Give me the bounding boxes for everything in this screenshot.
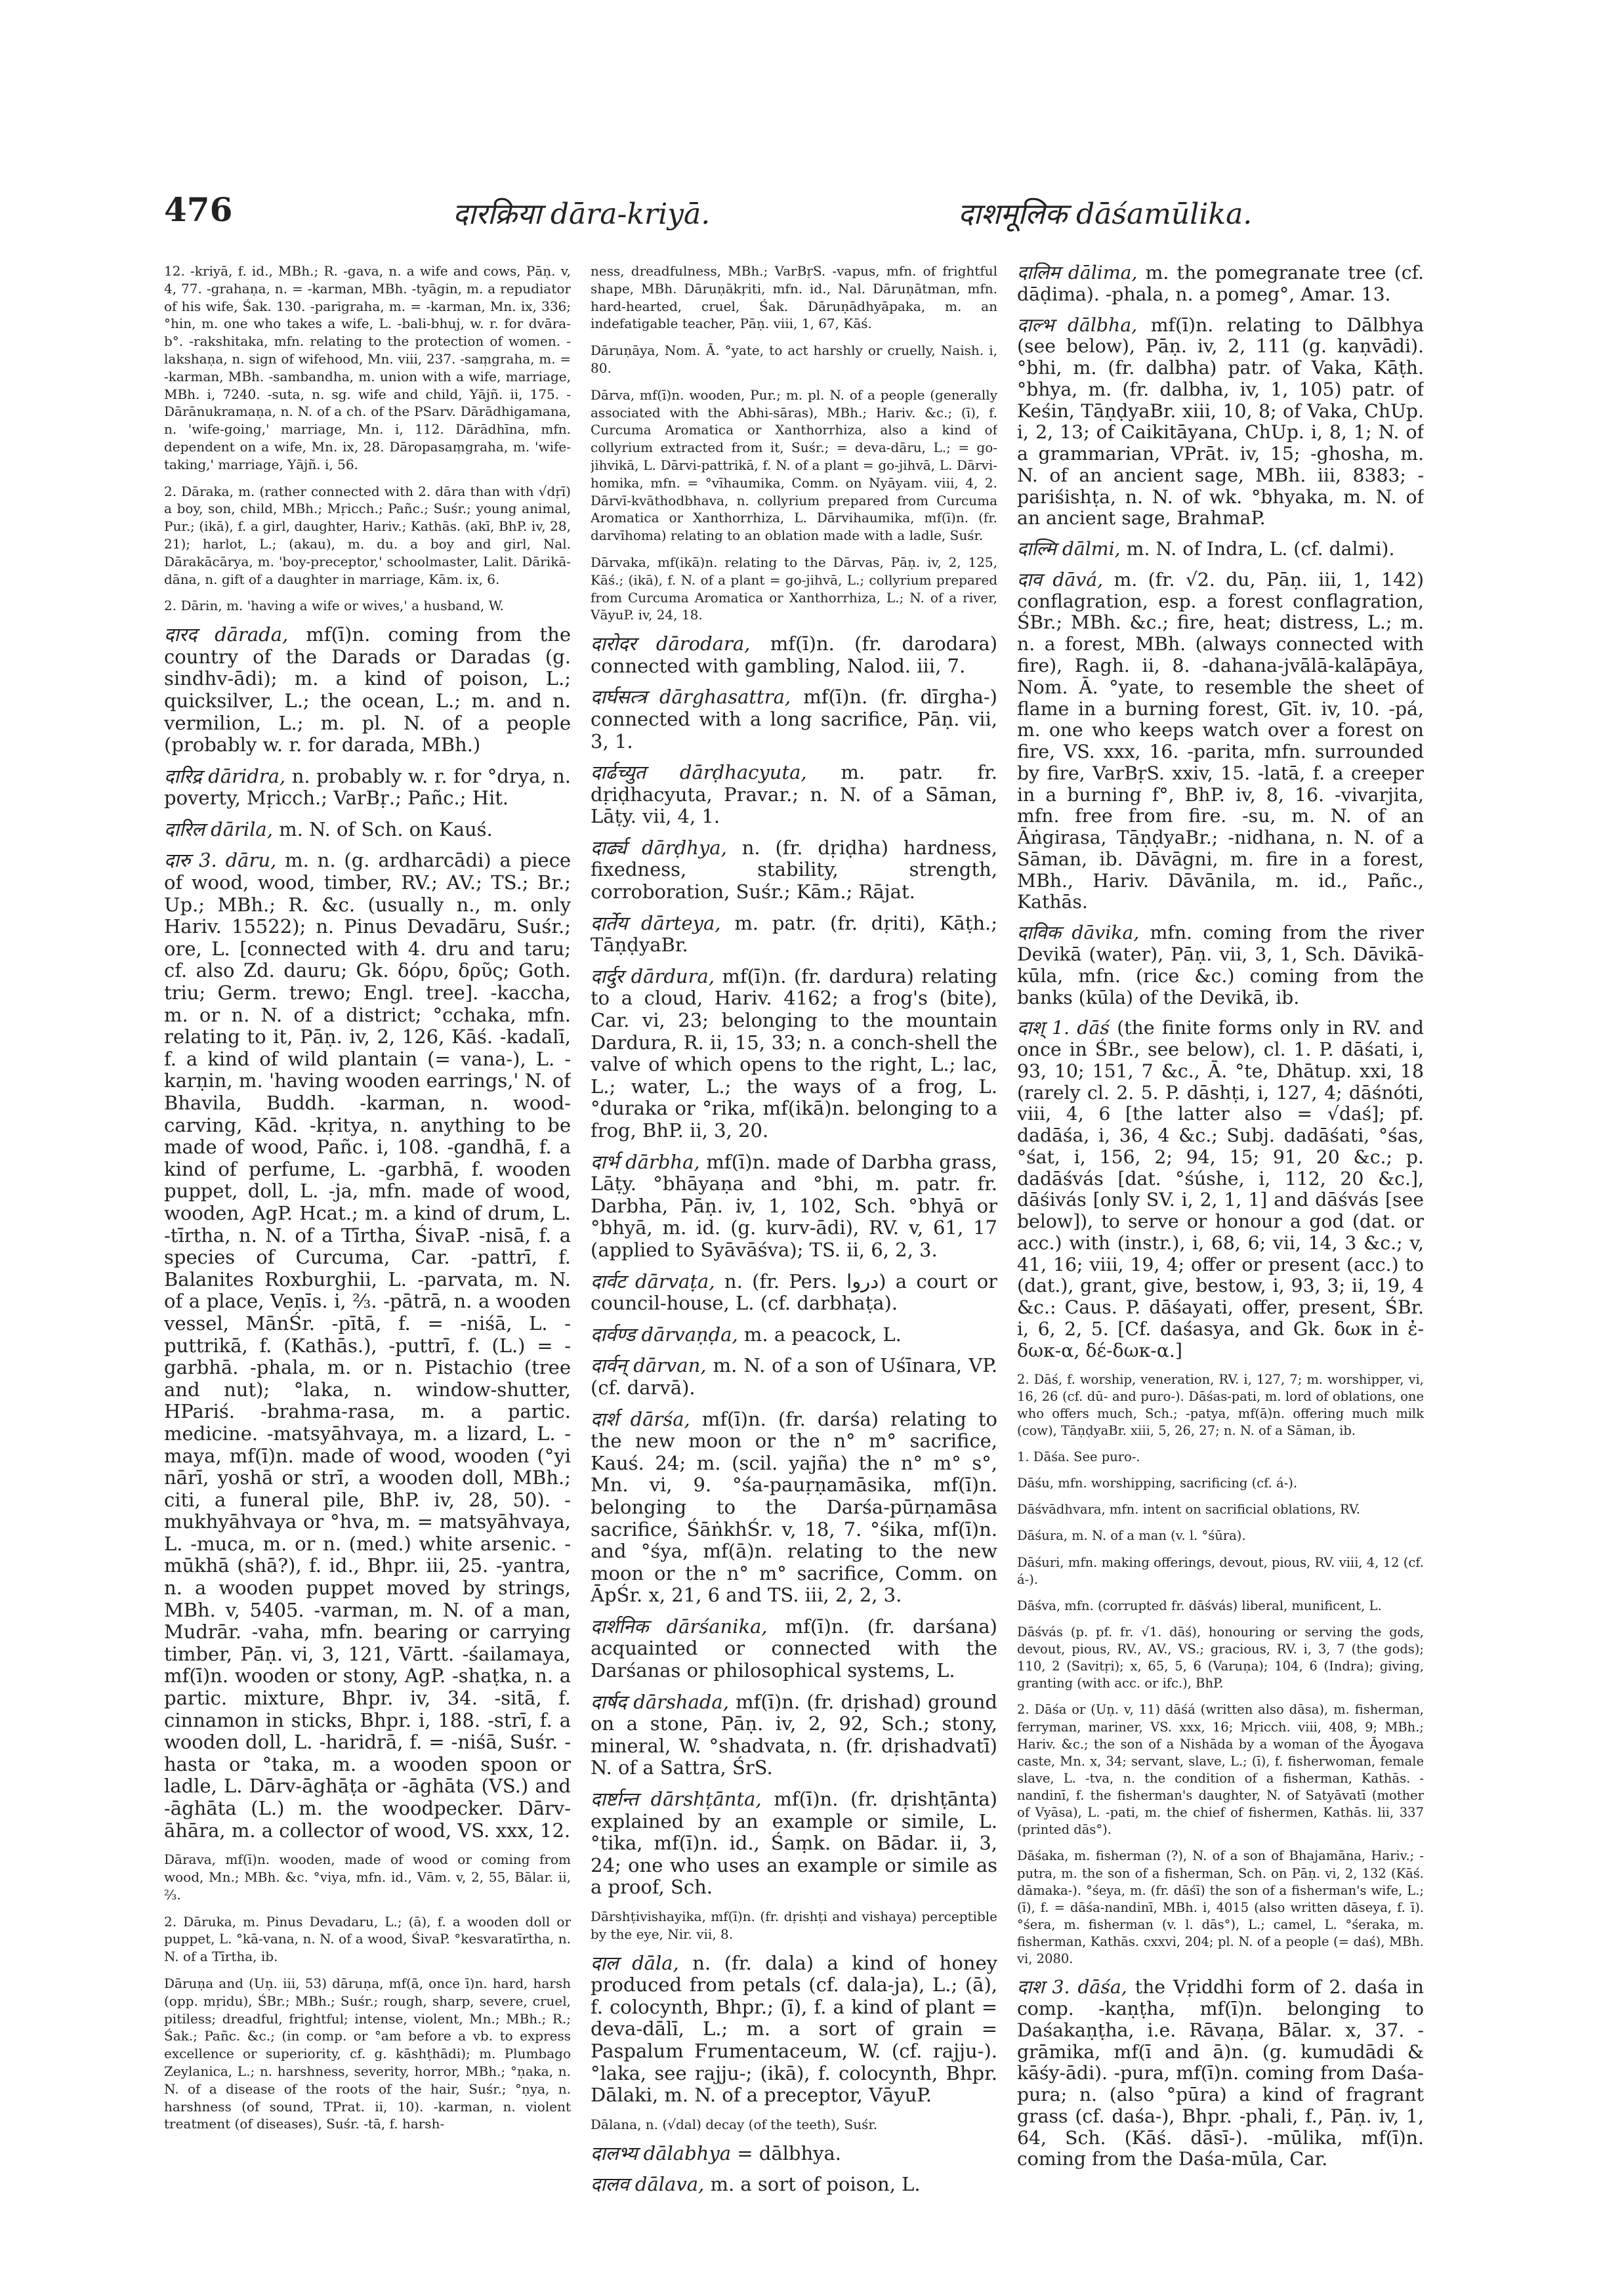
entry-text: mf(ī)n. (fr. darśa) relating to the new moon or the n° m° sacrifice, Kauś. 24; m. (scil. yajña) the n° m° s°, Mn. vi, 9. °śa-pauṛṇamāsika, mf(ī)n. belonging to the Darśa-pūrṇamāsa sacrifice, ŚāṅkhŚr. v, 18, 7. °śika, mf(ī)n. and °śya, mf(ā)n. relating to the new moon or the n° m° sacrifice, Comm. on ĀpŚr. x, 21, 6 and TS. iii, 2, 2, 3. <box>591 1407 997 1607</box>
text-columns <box>164 262 1424 2218</box>
entry-text: mf(ī)n. (fr. dardura) relating to a cloud, Hariv. 4162; a frog's (bite), Car. vi, 23; belonging to the mountain Dardura, R. ii, 15, 33; n. a conch-shell the valve of which opens to the right, L.; lac, L.; water, L.; the ways of a frog, L. °duraka or °rika, mf(ikā)n. belonging to a frog, BhP. ii, 3, 20. <box>591 964 997 1142</box>
entry-text: Dāśvás (p. pf. fr. √1. dāś), honouring or serving the gods, devout, pious, RV., AV., VS.; gracious, RV. i, 3, 7 (the gods); 110, 2 (Savitṛi); x, 65, 5, 6 (Varuṇa); 104, 6 (Indra); giving, granting (with acc. or ifc.), BhP. <box>1017 1624 1424 1691</box>
entry-text: mf(ī)n. relating to Dālbhya (see below), Pāṇ. iv, 2, 111 (g. kaṇvādi). °bhi, m. (fr. dalbha) patr. of Vaka, Kāṭh. °bhya, m. (fr. dalbha, iv, 1, 105) patr. of Keśin, TāṇḍyaBr. xiii, 10, 8; of Vaka, ChUp. i, 2, 13; of Caikitāyana, ChUp. i, 8, 1; N. of a grammarian, VPrāt. iv, 15; -ghosha, m. N. of an ancient sage, MBh. iii, 8383; -pariśishṭa, n. N. of wk. °bhyaka, m. N. of an ancient sage, BrahmaP. <box>1017 314 1424 529</box>
dictionary-entry <box>1017 1848 1424 1968</box>
entry-text: the Vṛiddhi form of 2. daśa in comp. -kaṇṭha, mf(ī)n. belonging to Daśakaṇṭha, i.e. Rāvaṇa, Bālar. x, 37. -grāmika, mf(ī and ā)n. (g. kumudādi & kāśy-ādi). -pura, mf(ī)n. coming from Daśa-pura; n. (also °pūra) a kind of fragrant grass (cf. daśa-), Bhpr. -phali, f., Pāṇ. iv, 1, 64, Sch. (Kāś. dāsī-). -mūlika, mf(ī)n. coming from the Daśa-mūla, Car. <box>1017 1976 1424 2170</box>
dictionary-entry <box>591 966 997 1142</box>
entry-text: m. N. of a son of Uśīnara, VP. (cf. darvā). <box>591 1354 997 1399</box>
entry-text: 2. Dāraka, m. (rather connected with 2. dāra than with √dṛī) a boy, son, child, MBh.; Mṛicch.; Pañc.; Suśr.; young animal, Pur.; (ikā), f. a girl, daughter, Hariv.; Kathās. (akī, BhP. iv, 28, 21); harlot, L.; (akau), m. du. a boy and girl, Nal. Dārakācārya, m. 'boy-preceptor,' schoolmaster, Lalit. Dārikā-dāna, n. gift of a daughter in marriage, Kām. ix, 6. <box>164 483 571 587</box>
entry-text: (the finite forms only in RV. and once in ŚBr., see below), cl. 1. P. dāśati, i, 93, 10; 151, 7 &c., Ā. °te, Dhātup. xxi, 18 (rarely cl. 2. 5. P. dāshṭi, i, 127, 4; dāśnóti, viii, 4, 6 [the latter also = √daś]; pf. dadāśa, i, 36, 4 &c.; Subj. dadāśati, °śas, °śat, i, 156, 2; 94, 15; 91, 20 &c.; p. dadāśvás [dat. °śúshe, i, 112, 20 &c.], dāśivás [only SV. i, 2, 1, 1] and dāśvás [see below]), to serve or honour a god (dat. or acc.) with (instr.), i, 68, 6; vii, 14, 3 &c.; v, 41, 16; viii, 19, 4; offer or present (acc.) to (dat.), grant, give, bestow, i, 93, 3; ii, 19, 4 &c.: Caus. P. dāśayati, offer, present, ŚBr. i, 6, 2, 5. [Cf. daśasya, and Gk. δωκ in ἐ-δωκ-α, δέ-δωκ-α.] <box>1017 1017 1424 1361</box>
dictionary-entry <box>591 1908 997 1943</box>
dictionary-entry <box>1017 1977 1424 2170</box>
dictionary-entry <box>164 766 571 810</box>
entry-text: m. a peacock, L. <box>743 1323 902 1346</box>
entry-headword: दार्वण्ड dārvaṇḍa, <box>591 1323 738 1346</box>
dictionary-entry <box>1017 1475 1424 1492</box>
dictionary-page <box>164 190 1424 2224</box>
entry-text: m. N. of Indra, L. (cf. dalmi). <box>1126 538 1395 560</box>
dictionary-entry <box>164 483 571 589</box>
right-running-head: दाशमूलिक dāśamūlika. <box>958 197 1253 231</box>
dictionary-entry <box>1017 1018 1424 1361</box>
column-2 <box>591 262 997 2218</box>
dictionary-entry <box>591 262 997 333</box>
dictionary-entry <box>164 262 571 474</box>
dictionary-entry <box>591 1355 997 1399</box>
entry-text: 2. Dāśa or (Uṇ. v, 11) dāśá (written also dāsa), m. fisherman, ferryman, mariner, VS. xxx, 16; Mṛicch. viii, 408, 9; MBh.; Hariv. &c.; the son of a Nishāda by a woman of the Āyogava caste, Mn. x, 34; servant, slave, L.; (ī), f. fisherwoman, female slave, L. -tva, n. the condition of a fisherman, Kathās. -nandinī, f. the fisherman's daughter, N. of Satyāvatī (mother of Vyāsa), L. -pati, m. the chief of fishermen, Kathās. lii, 337 (printed dās°). <box>1017 1702 1424 1838</box>
entry-headword: दारोदर dārodara, <box>591 632 751 655</box>
dictionary-entry <box>1017 922 1424 1008</box>
dictionary-entry <box>1017 539 1424 560</box>
entry-text: m. a sort of poison, L. <box>710 2173 921 2196</box>
dictionary-entry <box>591 2174 997 2196</box>
entry-text: mf(ī)n. (fr. darodara) connected with gambling, Nalod. iii, 7. <box>591 632 997 677</box>
dictionary-entry <box>1017 315 1424 530</box>
column-1 <box>164 262 571 2218</box>
dictionary-entry <box>1017 1501 1424 1518</box>
entry-headword: दालिम dālima, <box>1017 262 1138 283</box>
entry-text: m. patr. (fr. dṛiti), Kāṭh.; TāṇḍyaBr. <box>591 911 997 957</box>
entry-headword: दारिद्र dāridra, <box>164 764 286 787</box>
page-number: 476 <box>164 190 233 229</box>
entry-text: Dāśura, m. N. of a man (v. l. °śūra). <box>1017 1528 1246 1544</box>
entry-headword: दाव dāvá, <box>1017 568 1104 590</box>
entry-headword: दारिल dārila, <box>164 817 273 840</box>
dictionary-entry <box>164 1913 571 1966</box>
entry-text: Dāśvādhvara, mfn. intent on sacrificial oblations, RV. <box>1017 1502 1360 1518</box>
entry-text: Dārvaka, mf(ikā)n. relating to the Dārvas, Pāṇ. iv, 2, 125, Kāś.; (ikā), f. N. of a plant = go-jihvā, L.; collyrium prepared from Curcuma Aromatica or Xanthorrhiza, L.; N. of a river, VāyuP. iv, 24, 18. <box>591 554 997 623</box>
entry-text: ness, dreadfulness, MBh.; VarBṛS. -vapus, mfn. of frightful shape, MBh. Dāruṇākṛiti, mfn. id., Nal. Dāruṇātman, mfn. hard-hearted, cruel, Śak. Dāruṇādhyāpaka, m. an indefatigable teacher, Pāṇ. viii, 1, 67, Kāś. <box>591 263 997 332</box>
left-running-head: दारक्रिया dāra-kriyā. <box>453 197 711 231</box>
dictionary-entry <box>591 1691 997 1779</box>
dictionary-entry <box>591 2116 997 2134</box>
entry-headword: दार्वट dārvaṭa, <box>591 1270 715 1292</box>
entry-headword: दारु 3. dāru, <box>164 849 277 872</box>
entry-text: Dāruṇāya, Nom. Ā. °yate, to act harshly or cruelly, Naish. i, 80. <box>591 342 997 376</box>
entry-text: n. probably w. r. for °drya, n. poverty, Mṛicch.; VarBṛ.; Pañc.; Hit. <box>164 764 571 810</box>
dictionary-entry <box>591 1616 997 1682</box>
dictionary-entry <box>591 1409 997 1607</box>
dictionary-entry <box>591 386 997 545</box>
entry-text: Dāśva, mfn. (corrupted fr. dāśvás) liberal, munificent, L. <box>1017 1598 1382 1613</box>
dictionary-entry <box>591 762 997 828</box>
dictionary-entry <box>164 1975 571 2133</box>
dictionary-entry <box>591 686 997 753</box>
entry-text: mf(ī)n. (fr. dṛishad) ground on a stone, Pāṇ. iv, 2, 92, Sch.; stony, mineral, W. °shadvata, n. (fr. dṛishadvatī) N. of a Sattra, ŚrS. <box>591 1690 997 1779</box>
entry-text: mf(ī)n. (fr. darśana) acquainted or connected with the Darśanas or philosophical systems, L. <box>591 1615 997 1682</box>
entry-headword: दालव dālava, <box>591 2173 705 2196</box>
dictionary-entry <box>164 597 571 615</box>
dictionary-entry <box>1017 262 1424 306</box>
dictionary-entry <box>1017 1701 1424 1838</box>
dictionary-entry <box>1017 569 1424 913</box>
dictionary-entry <box>164 624 571 756</box>
entry-text: n. (fr. dala) a kind of honey produced from petals (cf. dala-ja), L.; (ā), f. colocynth, Bhpr.; (ī), f. a kind of plant = deva-dālī, L.; m. a sort of grain = Paspalum Frumentaceum, W. (cf. rajju-). °laka, see rajju-; (ikā), f. colocynth, Bhpr. Dālaki, m. N. of a preceptor, VāyuP. <box>591 1951 997 2107</box>
dictionary-entry <box>164 1851 571 1903</box>
entry-text: Dālana, n. (√dal) decay (of the teeth), Suśr. <box>591 2116 878 2132</box>
entry-headword: दाश् 1. dāś <box>1017 1017 1110 1039</box>
entry-text: m. the pomegranate tree (cf. dāḍima). -phala, n. a pomeg°, Amar. 13. <box>1017 262 1424 305</box>
entry-headword: दार्ष्टान्त dārshṭānta, <box>591 1788 762 1811</box>
dictionary-entry <box>591 633 997 677</box>
entry-text: Dārava, mf(ī)n. wooden, made of wood or coming from wood, Mn.; MBh. &c. °viya, mfn. id., Vām. v, 2, 55, Bālar. ii, ⅔. <box>164 1851 571 1903</box>
entry-text: mfn. coming from the river Devikā (water), Pāṇ. vii, 3, 1, Sch. Dāvikā-kūla, mfn. (rice &c.) coming from the banks (kūla) of the Devikā, ib. <box>1017 922 1424 1008</box>
dictionary-entry <box>591 342 997 377</box>
entry-text: m. n. (g. ardharcādi) a piece of wood, wood, timber, RV.; AV.; TS.; Br.; Up.; MBh.; R. &c. (usually n., m. only Hariv. 15522); n. Pinus Devadāru, Suśr.; ore, L. [connected with 4. dru and taru; cf. also Zd. dauru; Gk. δόρυ, δρῦς; Goth. triu; Germ. trewo; Engl. tree]. -kaccha, m. or n. N. of a district; °cchaka, mfn. relating to it, Pāṇ. iv, 2, 126, Kāś. -kadalī, f. a kind of wild plantain (= vana-), L. -karṇin, m. 'having wooden earrings,' N. of Bhavila, Buddh. -karman, n. wood-carving, Kād. -kṛitya, n. anything to be made of wood, Pañc. i, 108. -gandhā, f. a kind of perfume, L. -garbhā, f. wooden puppet, doll, L. -ja, mfn. made of wood, wooden, AgP. Hcat.; m. a kind of drum, L. -tīrtha, n. N. of a Tīrtha, ŚivaP. -nisā, f. a species of Curcuma, Car. -pattrī, f. Balanites Roxburghii, L. -parvata, m. N. of a place, Veṇīs. i, ⅔. -pātrā, n. a wooden vessel, MānŚr. -pītā, f. = -niśā, L. -puttrikā, f. (Kathās.), -puttrī, f. (L.) = -garbhā. -phala, m. or n. Pistachio (tree and nut); °laka, n. window-shutter, HPariś. -brahma-rasa, m. a partic. medicine. -matsyāhvaya, m. a lizard, L. -maya, mf(ī)n. made of wood, wooden (°yi nārī, yoshā or strī, a wooden doll, MBh.; citi, a funeral pile, BhP. iv, 28, 50). -mukhyāhvaya or °hva, m. = matsyāhvaya, L. -muca, m. or n. (med.) white arsenic. -mūkhā (shā?), f. id., Bhpr. iii, 25. -yantra, n. a wooden puppet moved by strings, MBh. v, 5405. -varman, m. N. of a man, Mudrār. -vaha, mfn. bearing or carrying timber, Pāṇ. vi, 3, 121, Vārtt. -śailamaya, mf(ī)n. wooden or stony, AgP. -shaṭka, n. a partic. mixture, Bhpr. iv, 34. -sitā, f. cinnamon in sticks, Bhpr. i, 188. -strī, f. a wooden doll, L. -haridrā, f. = -niśā, Suśr. -hasta or °taka, m. a wooden spoon or ladle, L. Dārv-āghāṭa or -āghāta (VS.) and -āghāta (L.) m. the woodpecker. Dārv-āhāra, m. a collector of wood, VS. xxx, 12. <box>164 849 571 1842</box>
running-header <box>164 190 1424 236</box>
entry-headword: दार्दुर dārdura, <box>591 964 715 987</box>
entry-text: = dālbhya. <box>737 2141 842 2164</box>
entry-text: Dārva, mf(ī)n. wooden, Pur.; m. pl. N. of a people (generally associated with the Abhi-sāras), MBh.; Hariv. &c.; (ī), f. Curcuma Aromatica or Xanthorrhiza, also a kind of collyrium extracted from it, Suśr.; = deva-dāru, L.; = go-jihvikā, L. Dārvi-pattrikā, f. N. of a plant = go-jihvā, L. Dārvi-homika, mfn. = °vīhaumika, Comm. on Nyāyam. viii, 4, 2. Dārvī-kvāthodbhava, n. collyrium prepared from Curcuma Aromatica or Xanthorrhiza, L. Dārvihaumika, mf(ī)n. (fr. darvīhoma) relating to an oblation made with a ladle, Suśr. <box>591 386 997 544</box>
entry-headword: दालभ्य dālabhya <box>591 2141 732 2164</box>
dictionary-entry <box>1017 1371 1424 1440</box>
entry-text: n. (fr. Pers. دروا) a court or council-house, L. (cf. darbhaṭa). <box>591 1270 997 1315</box>
dictionary-entry <box>591 1953 997 2107</box>
entry-text: 2. Dārin, m. 'having a wife or wives,' a husband, W. <box>164 598 504 614</box>
dictionary-entry <box>1017 1527 1424 1544</box>
entry-headword: दाल्भ dālbha, <box>1017 314 1138 336</box>
entry-headword: दाल्मि dālmi, <box>1017 538 1121 560</box>
entry-text: n. (fr. dṛiḍha) hardness, fixedness, stability, strength, corroboration, Suśr.; Kām.; Rājat. <box>591 836 997 903</box>
dictionary-entry <box>591 1788 997 1899</box>
entry-text: 2. Dāś, f. worship, veneration, RV. i, 127, 7; m. worshipper, vi, 16, 26 (cf. dū- and puro-). Dāśas-pati, m. lord of oblations, one who offers much, Sch.; -patya, mf(ā)n. offering much milk (cow), TāṇḍyaBr. xiii, 5, 26, 27; n. N. of a Sāman, ib. <box>1017 1371 1424 1438</box>
entry-text: Dāśu, mfn. worshipping, sacrificing (cf. á-). <box>1017 1476 1298 1491</box>
dictionary-entry <box>1017 1624 1424 1693</box>
entry-headword: दारद dārada, <box>164 623 289 646</box>
entry-headword: दार्भ dārbha, <box>591 1150 700 1173</box>
column-3 <box>1017 262 1424 2218</box>
entry-headword: दार्श dārśa, <box>591 1407 690 1430</box>
entry-headword: दार्वन् dārvan, <box>591 1354 707 1377</box>
dictionary-entry <box>591 913 997 957</box>
dictionary-entry <box>591 837 997 903</box>
entry-headword: दार्षद dārshada, <box>591 1690 729 1713</box>
entry-headword: दार्शनिक dārśanika, <box>591 1615 768 1638</box>
dictionary-entry <box>591 2143 997 2165</box>
entry-text: 12. -kriyā, f. id., MBh.; R. -gava, n. a wife and cows, Pāṇ. v, 4, 77. -grahaṇa, n. = -karman, MBh. -tyāgin, m. a repudiator of his wife, Śak. 130. -parigraha, m. = -karman, Mn. ix, 336; °hin, m. one who takes a wife, L. -bali-bhuj, w. r. for dvāra-b°. -rakshitaka, mfn. relating to the protection of women. -lakshaṇa, n. sign of wifehood, Mn. viii, 237. -saṃgraha, m. = -karman, MBh. -sambandha, m. union with a wife, marriage, MBh. i, 7240. -suta, n. sg. wife and child, Yājñ. ii, 175. -Dārānukramaṇa, n. N. of a ch. of the PSarv. Dārādhigamana, n. 'wife-going,' marriage, Mn. i, 112. Dārādhīna, mfn. dependent on a wife, Mn. ix, 28. Dāropasaṃgraha, m. 'wife-taking,' marriage, Yājñ. i, 56. <box>164 263 571 472</box>
entry-text: Dāruṇa and (Uṇ. iii, 53) dāruṇa, mf(ā, once ī)n. hard, harsh (opp. mṛidu), ŚBr.; MBh.; Suśr.; rough, sharp, severe, cruel, pitiless; dreadful, frightful; intense, violent, Mn.; MBh.; R.; Śak.; Pañc. &c.; (in comp. or °am before a vb. to express excellence or superiority, cf. g. kāshṭhādi); m. Plumbago Zeylanica, L.; n. harshness, severity, horror, MBh.; °ṇaka, n. N. of a disease of the roots of the hair, Suśr.; °ṇya, n. harshness (of sound, TPrat. ii, 10). -karman, n. violent treatment (of diseases), Suśr. -tā, f. harsh- <box>164 1975 571 2132</box>
dictionary-entry <box>591 554 997 624</box>
entry-text: m. (fr. √2. du, Pāṇ. iii, 1, 142) conflagration, esp. a forest conflagration, ŚBr.; MBh. &c.; fire, heat; distress, L.; m. n. a forest, MBh. (always connected with fire), Ragh. ii, 8. -dahana-jvālā-kalāpāya, Nom. Ā. °yate, to resemble the sheet of flame in a burning forest, Gīt. iv, 10. -pá, m. one who keeps watch over a forest on fire, VS. xxx, 16. -parita, mfn. surrounded by fire, VarBṛS. xxiv, 15. -latā, f. a creeper in a burning f°, BhP. iv, 8, 16. -vivarjita, mfn. free from fire. -su, m. N. of an Āṅgirasa, TāṇḍyaBr.; -nidhana, n. N. of a Sāman, ib. Dāvāgni, m. fire in a forest, MBh., Hariv. Dāvānila, m. id., Pañc., Kathās. <box>1017 568 1424 913</box>
entry-text: 2. Dāruka, m. Pinus Devadaru, L.; (ā), f. a wooden doll or puppet, L. °kā-vana, n. N. of a wood, ŚivaP. °kesvaratīrtha, n. N. of a Tīrtha, ib. <box>164 1913 571 1965</box>
entry-text: Dārshṭivishayika, mf(ī)n. (fr. dṛishṭi and vishaya) perceptible by the eye, Nir. vii, 8. <box>591 1909 997 1942</box>
entry-text: m. patr. fr. dṛiḍhacyuta, Pravar.; n. N. of a Sāman, Lāṭy. vii, 4, 1. <box>591 761 997 828</box>
entry-headword: दार्ढ्य dārḍhya, <box>591 836 727 859</box>
entry-text: m. N. of Sch. on Kauś. <box>279 817 493 840</box>
dictionary-entry <box>1017 1449 1424 1466</box>
entry-headword: दाविक dāvika, <box>1017 922 1140 944</box>
dictionary-entry <box>1017 1598 1424 1615</box>
dictionary-entry <box>591 1324 997 1346</box>
entry-text: Dāśuri, mfn. making offerings, devout, pious, RV. viii, 4, 12 (cf. á-). <box>1017 1554 1424 1587</box>
entry-headword: दार्घसत्त्र dārghasattra, <box>591 686 791 709</box>
dictionary-entry <box>164 819 571 841</box>
entry-headword: दाल dāla, <box>591 1951 679 1974</box>
dictionary-entry <box>591 1271 997 1315</box>
entry-text: mf(ī)n. (fr. dīrgha-) connected with a long sacrifice, Pāṇ. vii, 3, 1. <box>591 686 997 753</box>
dictionary-entry <box>591 1151 997 1262</box>
entry-text: Dāśaka, m. fisherman (?), N. of a son of Bhajamāna, Hariv.; -putra, m. the son of a fisherman, Sch. on Pāṇ. vi, 2, 132 (Kāś. dāmaka-). °śeya, m. (fr. dāśī) the son of a fisherman's wife, L.; (ī), f. = dāśa-nandinī, MBh. i, 4015 (also written dāseya, f. ī). °śera, m. fisherman (v. l. dās°), L.; camel, L. °śeraka, m. fisherman, Kathās. cxxvi, 204; pl. N. of a people (= daś), MBh. vi, 2080. <box>1017 1848 1424 1967</box>
entry-text: mf(ī)n. made of Darbha grass, Lāṭy. °bhāyaṇa and °bhi, m. patr. fr. Darbha, Pāṇ. iv, 1, 102, Sch. °bhyā or °bhyā, m. id. (g. kurv-ādi), RV. v, 61, 17 (applied to Syāvāśva); TS. ii, 6, 2, 3. <box>591 1150 997 1261</box>
entry-headword: दाश 3. dāśa, <box>1017 1976 1127 1998</box>
entry-headword: दार्तेय dārteya, <box>591 911 721 934</box>
entry-text: 1. Dāśa. See puro-. <box>1017 1449 1140 1465</box>
dictionary-entry <box>164 850 571 1842</box>
entry-text: mf(ī)n. coming from the country of the Darads or Daradas (g. sindhv-ādi); m. a kind of poison, L.; quicksilver, L.; the ocean, L.; m. and n. vermilion, L.; m. pl. N. of a people (probably w. r. for darada, MBh.) <box>164 623 571 756</box>
entry-headword: दार्ढच्युत dārḍhacyuta, <box>591 761 807 784</box>
entry-text: mf(ī)n. (fr. dṛishṭānta) explained by an example or simile, L. °tika, mf(ī)n. id., Śaṃk. on Bādar. ii, 3, 24; one who uses an example or simile as a proof, Sch. <box>591 1788 997 1899</box>
dictionary-entry <box>1017 1554 1424 1588</box>
